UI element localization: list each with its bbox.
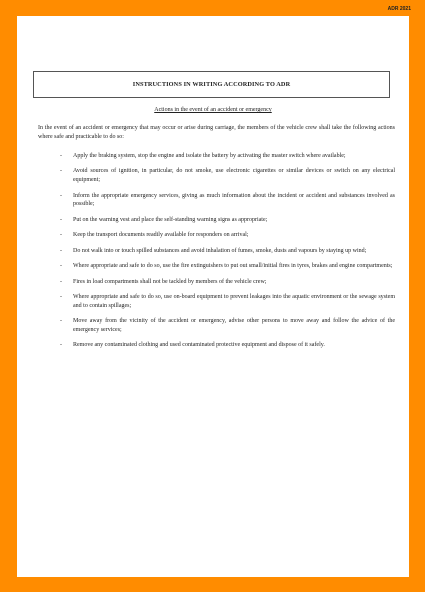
intro-paragraph: In the event of an accident or emergency that may occur or arise during carriage, the members of the vehicle crew shall take the following actions where safe and practicable to do so: — [38, 125, 395, 140]
list-item — [38, 293, 395, 310]
list-bullet: - — [60, 192, 62, 199]
list-item-text: Move away from the vicinity of the accident or emergency, advise other persons to move away and follow the advice of the emergency services; — [73, 318, 395, 333]
title-box — [33, 71, 390, 98]
list-item — [38, 192, 395, 209]
list-item — [38, 262, 395, 271]
list-item — [38, 167, 395, 184]
list-bullet: - — [60, 318, 62, 325]
list-item-text: Where appropriate and safe to do so, use the fire extinguishers to put out small/initial fires in tyres, brakes and engine compartments; — [73, 263, 393, 270]
list-bullet: - — [60, 278, 62, 285]
list-item-text: Do not walk into or touch spilled substances and avoid inhalation of fumes, smoke, dusts and vapours by staying up wind; — [73, 247, 367, 254]
list-bullet: - — [60, 263, 62, 270]
list-item-text: Avoid sources of ignition, in particular, do not smoke, use electronic cigarettes or similar devices or switch on any electrical equipment; — [73, 168, 395, 184]
list-bullet: - — [60, 216, 62, 223]
list-item — [38, 341, 395, 350]
list-item-text: Remove any contaminated clothing and used contaminated protective equipment and dispose of it safely. — [73, 342, 325, 349]
list-item — [38, 317, 395, 334]
list-bullet: - — [60, 232, 62, 239]
list-item-text: Apply the braking system, stop the engine and isolate the battery by activating the master switch where available; — [73, 153, 346, 159]
list-item-text: Where appropriate and safe to do so, use on-board equipment to prevent leakages into the aquatic environment or the sewage system and to contain spillages; — [73, 294, 395, 309]
list-item-text: Keep the transport documents readily available for responders on arrival; — [73, 232, 249, 239]
list-item — [38, 278, 395, 287]
list-item-text: Put on the warning vest and place the self-standing warning signs as appropriate; — [73, 216, 268, 223]
list-item — [38, 247, 395, 256]
list-bullet: - — [60, 168, 62, 175]
list-bullet: - — [60, 247, 62, 254]
list-item — [38, 231, 395, 240]
list-item-text: Fires in load compartments shall not be tackled by members of the vehicle crew; — [73, 278, 267, 285]
section-subtitle: Actions in the event of an accident or emergency — [154, 107, 272, 113]
document-page — [17, 16, 409, 577]
list-item — [38, 216, 395, 225]
list-bullet: - — [60, 294, 62, 301]
list-bullet: - — [60, 153, 62, 159]
document-title: INSTRUCTIONS IN WRITING ACCORDING TO ADR — [132, 81, 291, 88]
list-item-text: Inform the appropriate emergency services, giving as much information about the incident or accident and substances involved as possible; — [73, 192, 395, 208]
list-bullet: - — [60, 342, 62, 349]
edition-badge: ADR 2021 — [387, 6, 411, 12]
actions-list — [38, 152, 395, 357]
list-item — [38, 152, 395, 161]
